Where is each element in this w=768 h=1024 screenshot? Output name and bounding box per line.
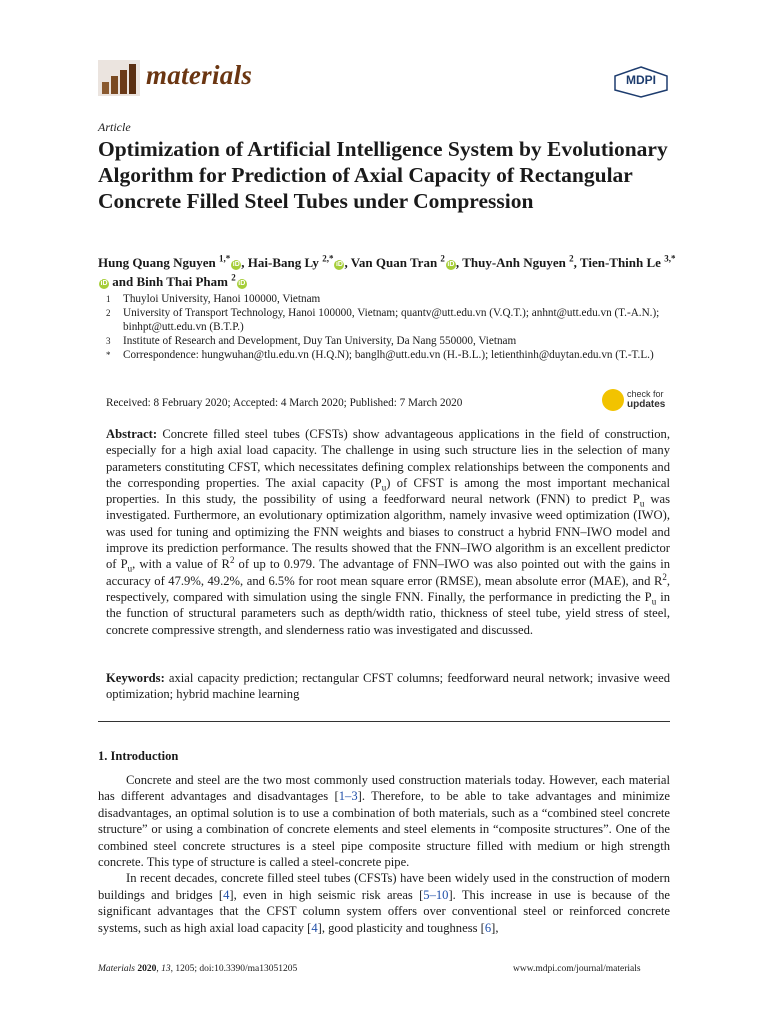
abstract: Abstract: Concrete filled steel tubes (CFSTs) show advantageous applications in the field of construction, especially for a high axial load capacity. The challenge in using such structure lies in the selection of many parameters constituting CFST, which necessitates defining complex relationships between the components and the corresponding properties. The axial capacity $(P_u)$ of CFST is among the most important mechanical properties. In this study, the possibility of using a feedforward neural network (FNN) to predict $P_u$ was investigated. Furthermore, an evolutionary optimization algorithm, namely invasive weed optimization (IWO), was used for tuning and optimizing the FNN weights and biases to construct a hybrid FNN–IWO model and improve its prediction performance. The results showed that the FNN–IWO algorithm is an excellent predictor of $P_u$, with a value of $R^2$ of up to 0.979. The advantage of FNN–IWO was also pointed out with the gains in accuracy of 47.9%, 49.2%, and 6.5% for root mean square error (RMSE), mean absolute error (MAE), and $R^2$, respectively, compared with simulation using the single FNN. Finally, the performance in predicting the $P_u$ in the function of structural parameters such as depth/width ratio, thickness of steel tube, yield stress of steel, concrete compressive strength, and slenderness ratio was investigated and discussed. (106, 427, 671, 637)
author: Thuy-Anh Nguyen $^2$ (462, 253, 574, 270)
check-for-updates-label[interactable]: check for updates (627, 389, 666, 410)
journal-logo-icon (98, 60, 140, 96)
orcid-icon[interactable]: iD (447, 261, 455, 268)
citation-link[interactable]: 4 (223, 887, 230, 902)
check-for-updates-icon[interactable] (602, 389, 624, 411)
keywords-label: Keywords: (106, 671, 165, 685)
orcid-icon[interactable]: iD (335, 261, 343, 268)
author[interactable]: Van Quan Tran $^2$iD (350, 253, 455, 270)
affiliations (106, 292, 676, 362)
keywords: Keywords: axial capacity prediction; rectangular CFST columns; feedforward neural network; invasive weed optimization; hybrid machine learning (106, 671, 671, 702)
abstract-label: Abstract: (106, 427, 158, 441)
section-divider (98, 721, 670, 722)
correspondence: * Correspondence: hungwuhan@tlu.edu.vn (H.Q.N); banglh@utt.edu.vn (H.-B.L.); letienthinh@duytan.edu.vn (T.-T.L.) (106, 349, 654, 361)
publication-dates: Received: 8 February 2020; Accepted: 4 March 2020; Published: 7 March 2020 (106, 397, 463, 409)
orcid-icon[interactable]: iD (238, 280, 246, 287)
author[interactable]: Hai-Bang Ly $^{2,*}$iD (247, 253, 343, 270)
journal-name: materials (146, 60, 253, 90)
footer-citation: Materials 2020, 13, 1205; doi:10.3390/ma13051205 (98, 964, 298, 974)
paragraph: Concrete and steel are the two most commonly used construction materials today. However, each material has different advantages and disadvantages [1–3]. Therefore, to be able to take advantages and minimize disadvantages, an optimal solution is to use a combination of both materials, such as a “combined steel concrete structure” or using a combination of concrete elements and steel elements in “composite structures”. One of the combined steel concrete structures is a steel pipe composite structure filled with medium or high strength concrete. This type of structure is called a steel-concrete pipe. (98, 773, 671, 870)
orcid-icon[interactable]: iD (232, 261, 240, 268)
citation-link[interactable]: 1–3 (338, 789, 358, 804)
citation-link[interactable]: 5–10 (423, 887, 449, 902)
author[interactable]: Hung Quang Nguyen $^{1,*}$iD (98, 253, 240, 270)
author-list: Hung Quang Nguyen $^{1,*}$iD , Hai-Bang Ly $^{2,*}$iD , Van Quan Tran $^2$iD , Thuy-Anh Nguyen $^2$, Tien-Thinh Le $^{3,*}$iD and Binh Thai Pham $^2$iD (98, 253, 676, 289)
author[interactable]: Tien-Thinh Le $^{3,*}$iD (100, 253, 676, 287)
affiliation: 3 Institute of Research and Development, Duy Tan University, Da Nang 550000, Vietnam (106, 335, 517, 347)
orcid-icon[interactable]: iD (100, 280, 108, 287)
article-type: Article (98, 120, 131, 134)
citation-link[interactable]: 6 (484, 920, 492, 935)
introduction-body (98, 772, 670, 936)
author[interactable]: Binh Thai Pham $^2$iD (136, 272, 246, 289)
paragraph: In recent decades, concrete filled steel tubes (CFSTs) have been widely used in the construction of modern buildings and bridges [4], even in high seismic risk areas [5–10]. This increase in use is because of the significant advantages that the CFST column system offers over conventional steel or reinforced concrete systems, such as high axial load capacity [4], good plasticity and toughness [6], (98, 871, 670, 935)
publisher-name: MDPI (626, 73, 656, 87)
section-heading: 1. Introduction (98, 749, 179, 763)
affiliation: 1 Thuyloi University, Hanoi 100000, Vietnam (106, 293, 321, 305)
citation-link[interactable]: 4 (311, 920, 318, 935)
affiliation: 2 University of Transport Technology, Hanoi 100000, Vietnam; quantv@utt.edu.vn (V.Q.T.); anhnt@utt.edu.vn (T.-A.N.); binhpt@utt.edu.vn (B.T.P.) (106, 307, 660, 333)
footer-url[interactable]: www.mdpi.com/journal/materials (513, 964, 641, 974)
paper-title: Optimization of Artificial Intelligence System by Evolutionary Algorithm for Prediction of Axial Capacity of Rectangular Concrete Filled Steel Tubes under Compression (98, 137, 668, 213)
